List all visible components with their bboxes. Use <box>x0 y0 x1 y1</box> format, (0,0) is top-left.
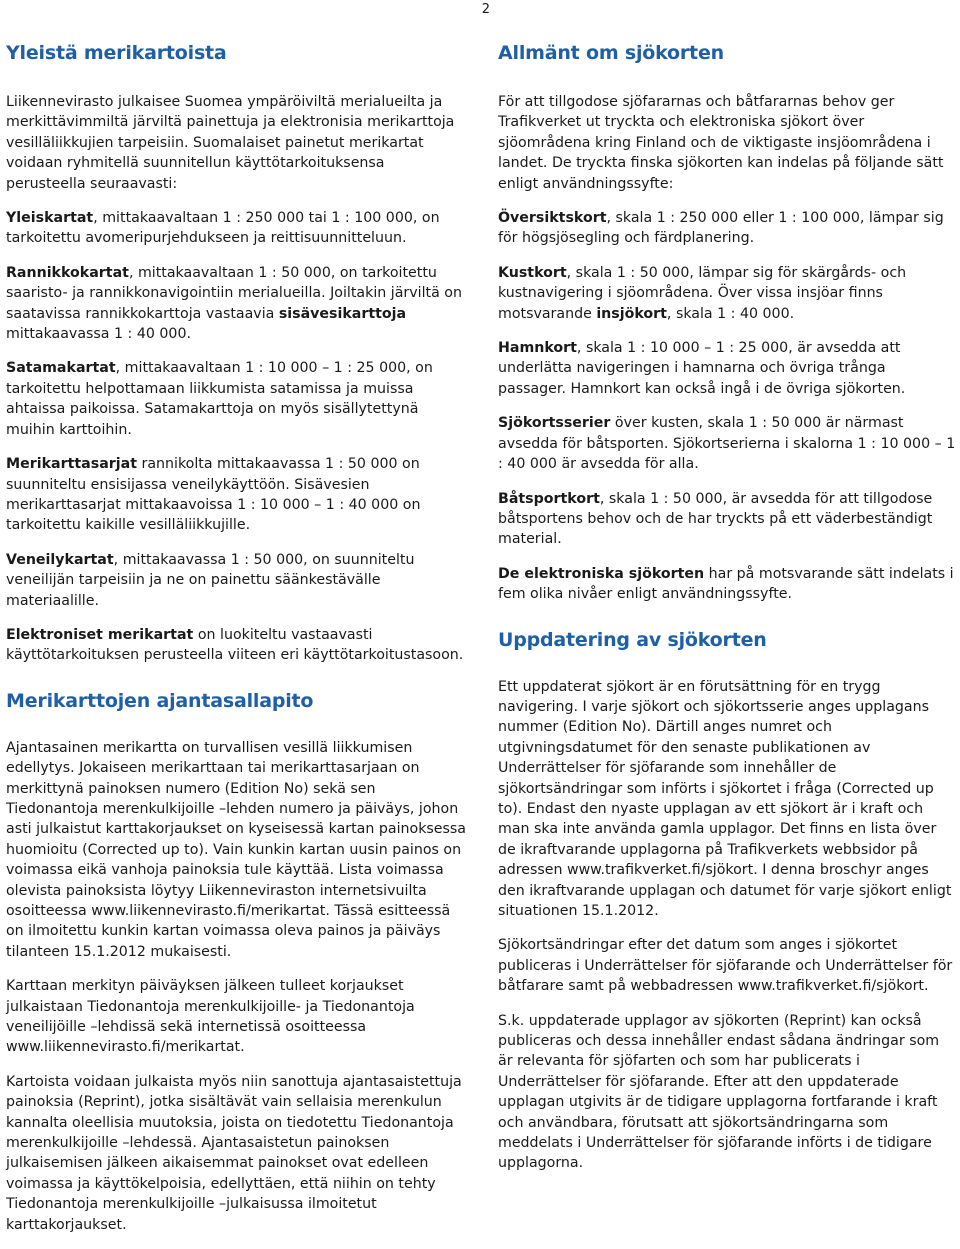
term: Sjökortsserier <box>498 415 611 432</box>
description: , skala 1 : 50 000, lämpar sig för skärgårds- och kustnavigering i sjöområdena. Över vissa insjöar finns motsvarande <box>498 264 907 322</box>
description: har på motsvarande sätt indelats i fem olika nivåer enligt användningssyfte. <box>498 565 954 603</box>
description: mittakaavassa 1 : 40 000. <box>6 326 191 343</box>
description: , skala 1 : 250 000 eller 1 : 100 000, lämpar sig för högsjösegling och färdplanering. <box>498 210 944 247</box>
description: , skala 1 : 50 000, är avsedda för att tillgodose båtsportens behov och de har tryckts på ett väderbeständigt material. <box>498 490 933 548</box>
intro-paragraph: För att tillgodose sjöfararnas och båtfararnas behov ger Trafikverket ut tryckta och elektroniska sjökort över sjöområdena kring Finland och de viktigaste insjöområdena i landet. De tryckta finska sjökorten kan indelas på följande sätt enligt användningssyfte: <box>498 94 944 192</box>
section-title: Uppdatering av sjökorten <box>498 628 767 651</box>
chart-type-item <box>498 413 956 474</box>
left-column <box>6 42 468 1249</box>
section-title: Yleistä merikartoista <box>6 42 227 64</box>
chart-type-item <box>6 358 468 440</box>
chart-type-item <box>6 625 468 666</box>
description: , skala 1 : 10 000 – 1 : 25 000, är avsedda att underlätta navigeringen i hamnarna och övriga trånga passager. Hamnkort kan också ingå i de övriga sjökorten. <box>498 340 906 397</box>
term: sisävesikarttoja <box>278 305 407 322</box>
term: insjökort <box>596 305 667 322</box>
term: De elektroniska sjökorten <box>498 565 705 582</box>
description: , mittakaavaltaan 1 : 250 000 tai 1 : 100 000, on tarkoitettu avomeripurjehdukseen ja reittisuunnitteluun. <box>6 210 440 247</box>
term: Rannikkokartat <box>6 264 129 281</box>
description: över kusten, skala 1 : 50 000 är närmast avsedda för båtsporten. Sjökortserierna i skalorna 1 : 10 000 – 1 : 40 000 är avsedda för alla. <box>498 415 956 473</box>
body-paragraph: Ett uppdaterat sjökort är en förutsättning för en trygg navigering. I varje sjökort och sjökortsserie anges upplagans nummer (Edition No). Därtill anges numret och utgivningsdatumet för den senaste publikationen av Underrättelser för sjöfarande som innehåller de sjökortsändringar som införts i sjökortet i fråga (Corrected up to). Endast den nyaste upplagan av ett sjökort är i kraft och man ska inte använda gamla upplagor. Det finns en lista över de ikraftvarande upplagorna på Trafikverkets webbsidor på adressen www.trafikverket.fi/sjökort. I denna broschyr anges den ikraftvarande upplagan och datumet för varje sjökort enligt situationen 15.1.2012. <box>498 678 952 919</box>
intro-paragraph: Liikennevirasto julkaisee Suomea ympäröiviltä merialueilta ja merkittävimmiltä järviltä painettuja ja elektronisia merikarttoja vesilläliikkujien tarpeisiin. Suomalaiset painetut merikartat voidaan ryhmitellä suunnitellun käyttötarkoituksensa perusteella seuraavasti: <box>6 94 455 192</box>
body-paragraph: Ajantasainen merikartta on turvallisen vesillä liikkumisen edellytys. Jokaiseen merikarttaan tai merikarttasarjaan on merkittynä painoksen numero (Edition No) sekä sen Tiedonantoja merenkulkijoille –lehden numero ja päiväys, johon asti julkaistut karttakorjaukset on kyseisessä kartan painoksessa huomioitu (Corrected up to). Vain kunkin kartan uusin painos on voimassa eikä vanhoja painoksia tule käyttää. Lista voimassa olevista painoksista löytyy Liikenneviraston internetsivuilta osoitteessa www.liikennevirasto.fi/merikartat. Tässä esitteessä on ilmoitettu kunkin kartan voimassa oleva painos ja päiväys tilanteen 15.1.2012 mukaisesti. <box>6 739 467 960</box>
description: rannikolta mittakaavassa 1 : 50 000 on suunniteltu ensisijassa veneilykäyttöön. Sisävesien merikarttasarjat mittakaavoissa 1 : 10 000 – 1 : 40 000 on tarkoitettu kaikille vesilläliikkujille. <box>6 456 421 534</box>
right-column <box>498 42 956 1188</box>
term: Merikarttasarjat <box>6 456 137 473</box>
chart-type-item <box>498 489 956 550</box>
term: Hamnkort <box>498 340 577 357</box>
chart-type-item <box>498 564 956 605</box>
chart-type-item <box>6 550 468 611</box>
section-title: Merikarttojen ajantasallapito <box>6 689 314 712</box>
term: Översiktskort <box>498 210 607 227</box>
chart-type-item <box>498 338 956 399</box>
term: Båtsportkort <box>498 490 600 507</box>
description: on luokiteltu vastaavasti käyttötarkoituksen perusteella viiteen eri käyttötarkoitustasoon. <box>6 626 464 664</box>
description: , skala 1 : 40 000. <box>666 305 795 322</box>
body-paragraph: Sjökortsändringar efter det datum som anges i sjökortet publiceras i Underrättelser för sjöfarande och Underrättelser för båtfarare samt på webbadressen www.trafikverket.fi/sjökort. <box>498 937 953 995</box>
chart-type-item <box>6 263 468 345</box>
term: Elektroniset merikartat <box>6 626 194 643</box>
term: Yleiskartat <box>6 210 94 227</box>
description: , mittakaavaltaan 1 : 10 000 – 1 : 25 000, on tarkoitettu helpottamaan liikkumista satamissa ja muissa ahtaissa paikoissa. Satamakarttoja on myös sisällytettynä muihin karttoihin. <box>6 360 433 438</box>
body-paragraph: Karttaan merkityn päiväyksen jälkeen tulleet korjaukset julkaistaan Tiedonantoja merenkulkijoille- ja Tiedonantoja veneilijöille –lehdissä sekä internetissä osoitteessa www.liikennevirasto.fi/merikartat. <box>6 978 415 1056</box>
chart-type-item <box>498 263 956 324</box>
chart-type-item <box>6 454 468 536</box>
page-number: 2 <box>481 2 490 17</box>
term: Satamakartat <box>6 360 116 377</box>
chart-type-item <box>498 208 956 249</box>
description: , mittakaavassa 1 : 50 000, on suunniteltu veneilijän tarpeisiin ja ne on painettu säänkestävälle materiaalille. <box>6 551 415 609</box>
term: Veneilykartat <box>6 551 114 568</box>
description: , mittakaavaltaan 1 : 50 000, on tarkoitettu saaristo- ja rannikkonavigointiin merialueilla. Joiltakin järviltä on saatavissa rannikkokarttoja vastaavia <box>6 264 462 322</box>
section-title: Allmänt om sjökorten <box>498 42 724 64</box>
chart-type-item <box>6 208 468 249</box>
term: Kustkort <box>498 264 567 281</box>
body-paragraph: S.k. uppdaterade upplagor av sjökorten (Reprint) kan också publiceras och dessa innehåller endast sådana ändringar som är relevanta för sjöfarten och som har publicerats i Underrättelser för sjöfarande. Efter att den uppdaterade upplagan utgivits är de tidigare upplagorna fortfarande i kraft och användbara, förutsatt att sjökortsändringarna som meddelats i Underrättelser för sjöfarande införts i de tidigare upplagorna. <box>498 1012 940 1172</box>
body-paragraph: Kartoista voidaan julkaista myös niin sanottuja ajantasaistettuja painoksia (Reprint), jotka sisältävät vain sellaisia merenkulun kannalta oleellisia muutoksia, joista on tiedotettu Tiedonantoja merenkulkijoille –lehdessä. Ajantasaistetun painoksen julkaisemisen jälkeen aikaisemmat painokset ovat edelleen voimassa ja käyttökelpoisia, edellyttäen, että niihin on tehty Tiedonantoja merenkulkijoille –julkaisussa ilmoitetut karttakorjaukset. <box>6 1073 462 1233</box>
